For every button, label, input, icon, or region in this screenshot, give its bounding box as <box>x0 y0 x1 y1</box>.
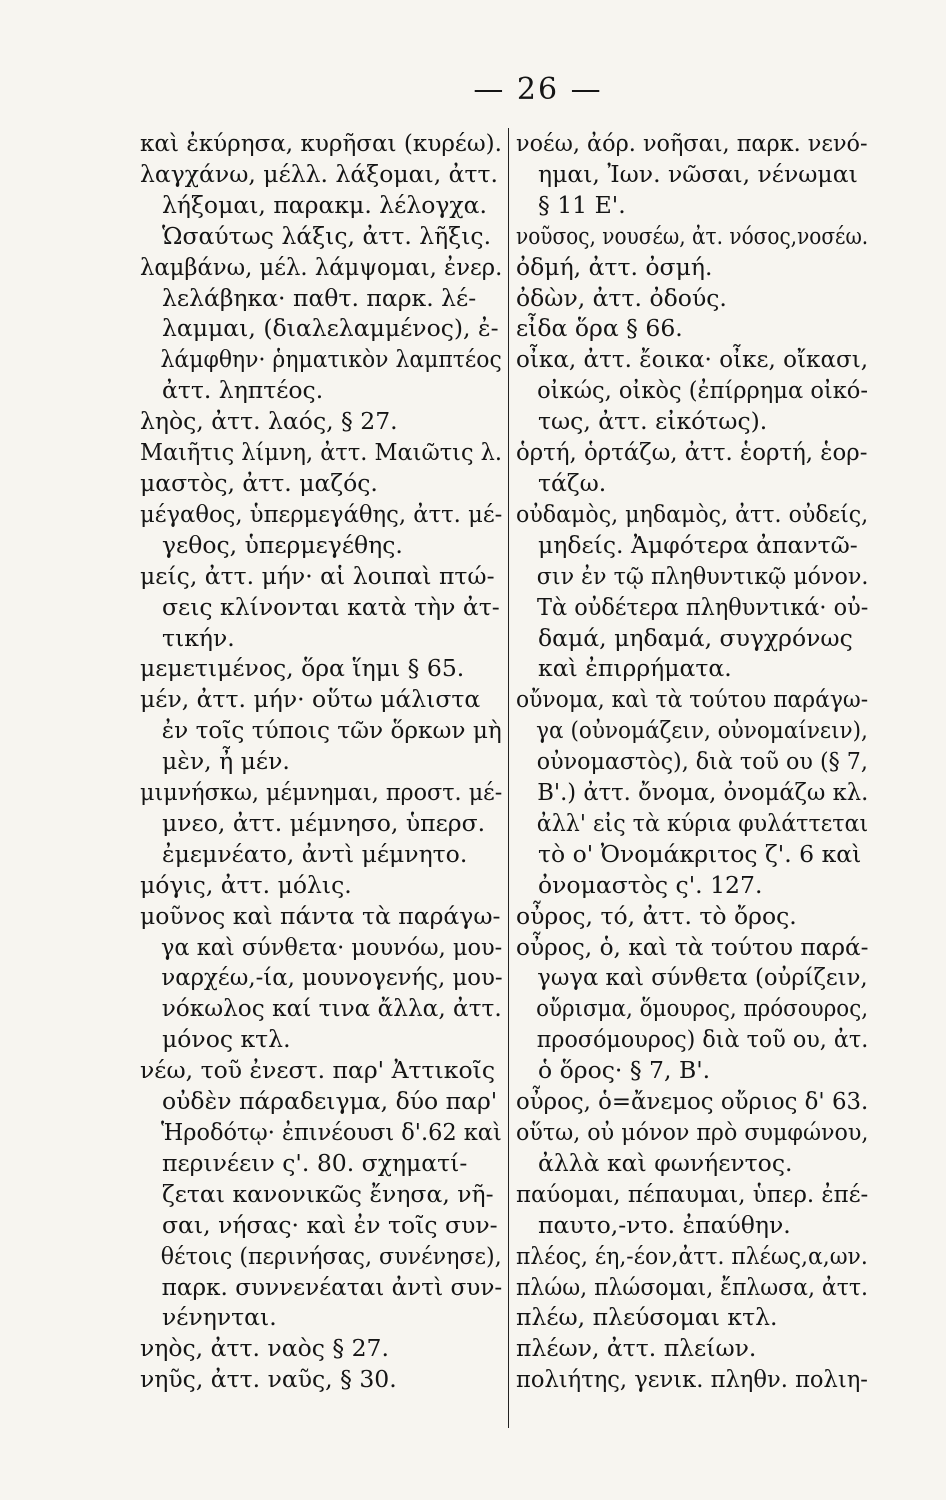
right-column-line: οὐνομαστὸς), διὰ τοῦ ου (§ 7, <box>536 747 868 776</box>
left-column-line: μιμνήσκω, μέμνημαι, προστ. μέ- <box>140 778 503 807</box>
right-column-line: Τὰ οὐδέτερα πληθυντικά· οὐ- <box>536 592 869 621</box>
left-column <box>140 128 502 1395</box>
left-column-line: γα καὶ σύνθετα· μουνόω, μου- <box>161 932 503 961</box>
left-column-line: μαστὸς, ἀττ. μαζός. <box>140 468 378 497</box>
left-column-line: μέν, ἀττ. μήν· οὕτω μάλιστα <box>140 685 481 714</box>
left-column-line: λαμβάνω, μέλ. λάμψομαι, ἐνερ. <box>140 252 503 281</box>
left-column-line: λαμμαι, (διαλελαμμένος), ἐ- <box>162 314 499 343</box>
left-column-line: σαι, νήσας· καὶ ἐν τοῖς συν- <box>162 1210 498 1239</box>
left-column-line: νηὸς, ἀττ. ναὸς § 27. <box>140 1334 389 1363</box>
left-column-line: μνεο, ἀττ. μέμνησο, ὑπερσ. <box>162 808 486 837</box>
left-column-line: ἐμεμνέατο, ἀντὶ μέμνητο. <box>162 839 468 868</box>
right-column-line: οὔρισμα, ὅμουρος, πρόσουρος, <box>536 994 869 1023</box>
left-column-line: νόκωλος καί τινα ἄλλα, ἀττ. <box>161 994 502 1023</box>
page-number: — 26 — <box>473 72 603 107</box>
right-column-line: οὔνομα, καὶ τὰ τούτου παράγω- <box>516 685 869 714</box>
left-column-line: μοῦνος καὶ πάντα τὰ παράγω- <box>140 901 501 930</box>
left-column-line: ζεται κανονικῶς ἔνησα, νῆ- <box>162 1179 494 1208</box>
left-column-line: λελάβηκα· παθτ. παρκ. λέ- <box>162 283 477 312</box>
left-column-line: θέτοις (περινήσας, συνένησε), <box>160 1241 502 1270</box>
right-column-line: οὐδαμὸς, μηδαμὸς, ἀττ. οὐδείς, <box>516 499 869 528</box>
left-column-line: οὐδὲν πάραδειγμα, δύο παρ' <box>162 1087 498 1116</box>
right-column-line: οὖρος, ὁ=ἄνεμος οὔριος δ' 63. <box>516 1087 869 1116</box>
right-column-line: ὁ ὅρος· § 7, Β'. <box>538 1056 711 1085</box>
left-column-line: λήξομαι, παρακμ. λέλογχα. <box>162 190 487 219</box>
left-column-line: μόγις, ἀττ. μόλις. <box>140 870 352 899</box>
left-column-line: λαγχάνω, μέλλ. λάξομαι, ἀττ. <box>140 159 498 188</box>
right-column-line: τως, ἀττ. εἰκότως). <box>538 407 768 436</box>
right-column-line: Β'.) ἀττ. ὄνομα, ὀνομάζω κλ. <box>537 778 869 807</box>
right-column-line: οὖρος, ὁ, καὶ τὰ τούτου παρά- <box>516 932 869 961</box>
right-column-line: ἀλλ' εἰς τὰ κύρια φυλάττεται <box>536 808 869 837</box>
right-column-line: νοέω, ἀόρ. νοῆσαι, παρκ. νενό- <box>516 129 868 157</box>
right-column-line: τάζω. <box>538 468 607 497</box>
left-column-line: μεμετιμένος, ὅρα ἵημι § 65. <box>140 654 465 683</box>
left-column-line: μέγαθος, ὑπερμεγάθης, ἀττ. μέ- <box>140 499 503 528</box>
right-column-line: ημαι, Ἰων. νῶσαι, νένωμαι <box>538 159 858 188</box>
right-column-line: εἶδα ὅρα § 66. <box>516 314 683 343</box>
right-column-line: οὖρος, τό, ἀττ. τὸ ὄρος. <box>516 901 797 930</box>
right-column-line: νοῦσος, νουσέω, ἀτ. νόσος,νοσέω. <box>516 221 869 250</box>
left-column-line: τικήν. <box>162 623 235 652</box>
right-column-line: οἶκα, ἀττ. ἔοικα· οἶκε, οἴκασι, <box>516 345 869 374</box>
right-column-line: οὕτω, οὐ μόνον πρὸ συμφώνου, <box>516 1118 869 1146</box>
left-column-line: νηῦς, ἀττ. ναῦς, § 30. <box>140 1365 397 1394</box>
left-column-line: περινέειν ς'. 80. σχηματί- <box>162 1148 468 1177</box>
right-column-line: ἀλλὰ καὶ φωνήεντος. <box>538 1148 793 1177</box>
right-column-line: πλέος, έη,-έον,ἀττ. πλέως,α,ων. <box>516 1241 868 1270</box>
right-column-line: τὸ ο' Ὀνομάκριτος ζ'. 6 καὶ <box>538 839 862 868</box>
left-column-line: ἀττ. ληπτέος. <box>162 376 324 405</box>
right-column-line: πλώω, πλώσομαι, ἔπλωσα, ἀττ. <box>516 1272 869 1301</box>
right-column-line: σιν ἐν τῷ πληθυντικῷ μόνον. <box>536 561 869 590</box>
left-column-line: Μαιῆτις λίμνη, ἀττ. Μαιῶτις λ. <box>140 438 503 467</box>
right-column-line: δαμά, μηδαμά, συγχρόνως <box>538 623 853 652</box>
left-column-line: παρκ. συννενέαται ἀντὶ συν- <box>161 1272 503 1301</box>
right-column-line: πλέων, ἀττ. πλείων. <box>516 1334 757 1363</box>
left-column-line: μὲν, ἦ μέν. <box>162 747 290 776</box>
right-column-line: ὀδμή, ἀττ. ὀσμή. <box>516 252 713 281</box>
right-column-line: γωγα καὶ σύνθετα (οὐρίζειν, <box>537 963 868 992</box>
left-column-line: σεις κλίνονται κατὰ τὴν ἀτ- <box>162 592 500 621</box>
right-column-line: παυτο,-ντο. ἐπαύθην. <box>538 1210 791 1239</box>
left-column-line: καὶ ἐκύρησα, κυρῆσαι (κυρέω). <box>140 129 502 157</box>
right-column <box>516 128 868 1395</box>
right-column-line: οἰκώς, οἰκὸς (ἐπίρρημα οἰκό- <box>537 376 868 405</box>
right-column-line: παύομαι, πέπαυμαι, ὑπερ. ἐπέ- <box>516 1179 869 1208</box>
left-column-line: Ὡσαύτως λάξις, ἀττ. λῆξις. <box>162 221 492 250</box>
left-column-line: ναρχέω,-ία, μουνογενής, μου- <box>161 963 503 992</box>
right-column-line: γα (οὐνομάζειν, οὐνομαίνειν), <box>536 716 868 745</box>
left-column-line: Ἡροδότῳ· ἐπινέουσι δ'.62 καὶ <box>161 1118 502 1146</box>
right-column-line: καὶ ἐπιρρήματα. <box>538 654 732 683</box>
right-column-line: § 11 Ε'. <box>538 190 626 219</box>
left-column-line: ληὸς, ἀττ. λαός, § 27. <box>140 407 398 436</box>
right-column-line: πλέω, πλεύσομαι κτλ. <box>516 1303 778 1332</box>
right-column-line: ὀδὼν, ἀττ. ὀδούς. <box>516 283 727 312</box>
right-column-line: ὀνομαστὸς ς'. 127. <box>538 870 763 899</box>
right-column-line: προσόμουρος) διὰ τοῦ ου, ἀτ. <box>536 1025 869 1054</box>
right-column-line: πολιήτης, γενικ. πληθν. πολιη- <box>516 1365 868 1394</box>
left-column-line: νέω, τοῦ ἐνεστ. παρ' Ἀττικοῖς <box>140 1056 495 1085</box>
left-column-line: γεθος, ὑπερμεγέθης. <box>162 530 403 559</box>
left-column-line: μόνος κτλ. <box>162 1025 291 1054</box>
left-column-line: μείς, ἀττ. μήν· αἱ λοιπαὶ πτώ- <box>140 561 495 590</box>
left-column-line: νένηνται. <box>162 1303 277 1332</box>
left-column-line: ἐν τοῖς τύποις τῶν ὅρκων μὴ <box>161 716 502 745</box>
right-column-line: μηδείς. Ἀμφότερα ἀπαντῶ- <box>538 530 858 559</box>
right-column-line: ὁρτή, ὁρτάζω, ἀττ. ἑορτή, ἑορ- <box>516 438 868 467</box>
column-divider <box>508 128 509 1428</box>
left-column-line: λάμφθην· ῥηματικὸν λαμπτέος <box>160 345 502 374</box>
